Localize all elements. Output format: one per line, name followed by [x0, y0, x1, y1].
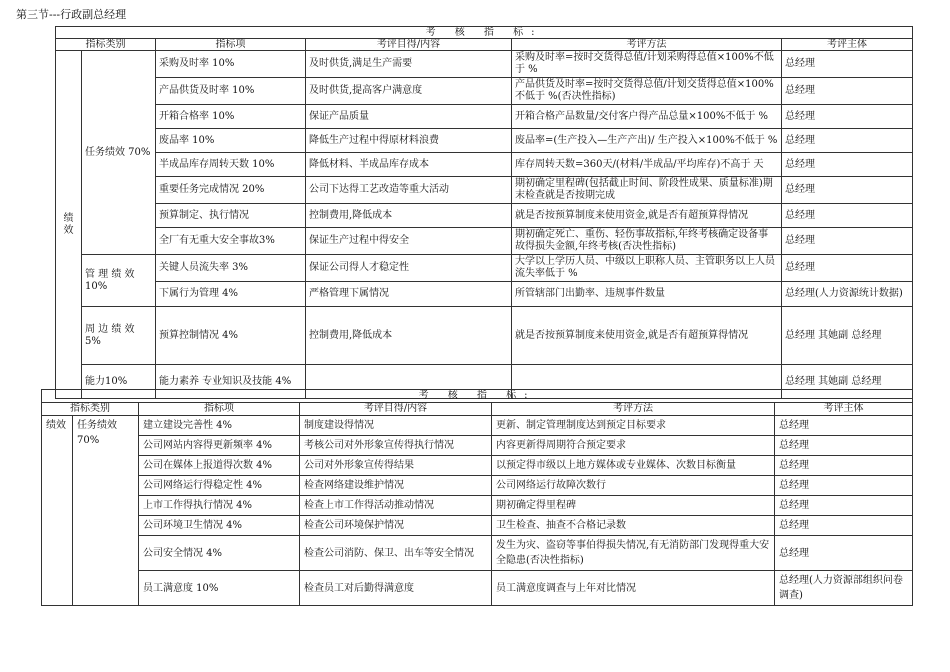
subject-cell: 总经理(人力资源统计数据): [782, 282, 913, 307]
table-row: [56, 204, 913, 228]
subject-cell: 总经理: [782, 105, 913, 129]
category-peripheral: 周 边 绩 效 5%: [82, 307, 156, 365]
kpi-table-1: [55, 26, 913, 399]
table-header-row: [42, 403, 913, 416]
method-cell: 所管辖部门出勤率、违规事件数量: [512, 282, 782, 307]
subject-cell: 总经理: [775, 416, 913, 436]
purpose-cell: 及时供货,满足生产需要: [306, 51, 512, 78]
kpi-table-2: [41, 389, 913, 606]
purpose-cell: 考核公司对外形象宣传得执行情况: [300, 436, 492, 456]
item-cell: 员工满意度 10%: [139, 571, 300, 606]
item-cell: 全厂有无重大安全事故3%: [156, 228, 306, 255]
header-method: 考评方法: [492, 403, 775, 416]
subject-cell: 总经理: [782, 51, 913, 78]
purpose-cell: 检查公司环境保护情况: [300, 516, 492, 536]
method-cell: 发生为灾、盗窃等事伯得损失情况,有无消防部门发现得重大安全隐患(否决性指标): [492, 536, 775, 571]
item-cell: 公司网络运行得稳定性 4%: [139, 476, 300, 496]
subject-cell: 总经理: [775, 516, 913, 536]
purpose-cell: 公司下达得工艺改造等重大活动: [306, 177, 512, 204]
purpose-cell: 降低材料、半成品库存成本: [306, 153, 512, 177]
method-cell: 就是否按预算制度来使用资金,就是否有超预算得情况: [512, 307, 782, 365]
method-cell: 更新、制定管理制度达到预定目标要求: [492, 416, 775, 436]
purpose-cell: 保证产品质量: [306, 105, 512, 129]
item-cell: 预算控制情况 4%: [156, 307, 306, 365]
method-cell: 期初确定里程碑(包括截止时间、阶段性成果、质量标准)期末检查就是否按期完成: [512, 177, 782, 204]
subject-cell: 总经理: [782, 255, 913, 282]
item-cell: 半成品库存周转天数 10%: [156, 153, 306, 177]
header-purpose: 考评目得/内容: [306, 39, 512, 51]
table-row: [56, 307, 913, 365]
method-cell: 期初确定死亡、重伤、轻伤事故指标,年终考核确定设备事故得损失金额,年终考核(否决性指标): [512, 228, 782, 255]
method-cell: 员工满意度调查与上年对比情况: [492, 571, 775, 606]
item-cell: 上市工作得执行情况 4%: [139, 496, 300, 516]
item-cell: 预算制定、执行情况: [156, 204, 306, 228]
item-cell: 采购及时率 10%: [156, 51, 306, 78]
item-cell: 产品供货及时率 10%: [156, 78, 306, 105]
item-cell: 能力素养 专业知识及技能 4%: [156, 365, 306, 399]
subject-cell: 总经理: [775, 536, 913, 571]
table-row: [56, 282, 913, 307]
table-row: [42, 516, 913, 536]
table-title: 考 核 指 标:: [56, 27, 913, 39]
table-row: [42, 536, 913, 571]
table-row: [42, 456, 913, 476]
category-ability: 能力10%: [82, 365, 156, 399]
header-purpose: 考评目得/内容: [300, 403, 492, 416]
table-header-row: [56, 39, 913, 51]
purpose-cell: 控制费用,降低成本: [306, 204, 512, 228]
subject-cell: 总经理: [782, 153, 913, 177]
subject-cell: 总经理: [775, 436, 913, 456]
table-row: [56, 51, 913, 78]
item-cell: 公司网站内容得更新频率 4%: [139, 436, 300, 456]
header-method: 考评方法: [512, 39, 782, 51]
header-subject: 考评主体: [782, 39, 913, 51]
method-cell: 就是否按预算制度来使用资金,就是否有超预算得情况: [512, 204, 782, 228]
method-cell: 废品率=(生产投入—生产产出)/ 生产投入×100%不低于 %: [512, 129, 782, 153]
purpose-cell: 检查网络建设维护情况: [300, 476, 492, 496]
item-cell: 下属行为管理 4%: [156, 282, 306, 307]
table-row: [56, 129, 913, 153]
method-cell: 采购及时率=按时交货得总值/计划采购得总值×100%不低于 %: [512, 51, 782, 78]
category-task: 任务绩效 70%: [82, 51, 156, 255]
header-category: 指标类别: [42, 403, 139, 416]
header-subject: 考评主体: [775, 403, 913, 416]
dimension-label: 绩效: [56, 51, 82, 399]
section-heading: 第三节---行政副总经理: [16, 8, 127, 21]
subject-cell: 总经理: [775, 456, 913, 476]
purpose-cell: 制度建设得情况: [300, 416, 492, 436]
purpose-cell: 严格管理下属情况: [306, 282, 512, 307]
item-cell: 建立建设完善性 4%: [139, 416, 300, 436]
table-row: [42, 476, 913, 496]
purpose-cell: 控制费用,降低成本: [306, 307, 512, 365]
method-cell: 期初确定得里程碑: [492, 496, 775, 516]
subject-cell: 总经理: [775, 476, 913, 496]
purpose-cell: 保证生产过程中得安全: [306, 228, 512, 255]
purpose-cell: 保证公司得人才稳定性: [306, 255, 512, 282]
table-row: [56, 177, 913, 204]
subject-cell: 总经理: [782, 78, 913, 105]
table-row: [56, 153, 913, 177]
subject-cell: 总经理 其她副 总经理: [782, 365, 913, 399]
purpose-cell: 及时供货,提高客户满意度: [306, 78, 512, 105]
subject-cell: 总经理 其她副 总经理: [782, 307, 913, 365]
item-cell: 公司在媒体上报道得次数 4%: [139, 456, 300, 476]
method-cell: 卫生检查、抽查不合格记录数: [492, 516, 775, 536]
dimension-label: 绩效: [42, 416, 73, 606]
method-cell: 开箱合格产品数量/交付客户得产品总量×100%不低于 %: [512, 105, 782, 129]
table-row: [56, 105, 913, 129]
table-title: 考 核 指 标:: [42, 390, 913, 403]
subject-cell: 总经理: [782, 177, 913, 204]
item-cell: 关键人员流失率 3%: [156, 255, 306, 282]
subject-cell: 总经理: [782, 228, 913, 255]
subject-cell: 总经理: [782, 129, 913, 153]
method-cell: 库存周转天数=360天/(材料/半成品/平均库存)不高于 天: [512, 153, 782, 177]
item-cell: 公司安全情况 4%: [139, 536, 300, 571]
purpose-cell: 降低生产过程中得原材料浪费: [306, 129, 512, 153]
purpose-cell: 检查上市工作得活动推动情况: [300, 496, 492, 516]
subject-cell: 总经理: [775, 496, 913, 516]
subject-cell: 总经理: [782, 204, 913, 228]
subject-cell: 总经理(人力资源部组织问卷调查): [775, 571, 913, 606]
table-row: [42, 571, 913, 606]
category-management: 管 理 绩 效 10%: [82, 255, 156, 307]
item-cell: 公司环境卫生情况 4%: [139, 516, 300, 536]
table-row: [56, 255, 913, 282]
purpose-cell: 公司对外形象宣传得结果: [300, 456, 492, 476]
header-item: 指标项: [156, 39, 306, 51]
category-task: 任务绩效 70%: [73, 416, 139, 606]
method-cell: 以预定得市级以上地方媒体或专业媒体、次数目标衡量: [492, 456, 775, 476]
header-item: 指标项: [139, 403, 300, 416]
method-cell: 大学以上学历人员、中级以上职称人员、主管职务以上人员流失率低于 %: [512, 255, 782, 282]
table-row: [42, 436, 913, 456]
header-category: 指标类别: [56, 39, 156, 51]
table-row: [42, 416, 913, 436]
purpose-cell: 检查员工对后勤得满意度: [300, 571, 492, 606]
method-cell: 公司网络运行故障次数行: [492, 476, 775, 496]
table-row: [56, 228, 913, 255]
item-cell: 开箱合格率 10%: [156, 105, 306, 129]
method-cell: 内容更新得周期符合预定要求: [492, 436, 775, 456]
table-row: [42, 496, 913, 516]
item-cell: 重要任务完成情况 20%: [156, 177, 306, 204]
purpose-cell: 检查公司消防、保卫、出车等安全情况: [300, 536, 492, 571]
table-row: [56, 78, 913, 105]
method-cell: 产品供货及时率=按时交货得总值/计划交货得总值×100%不低于 %(否决性指标): [512, 78, 782, 105]
item-cell: 废品率 10%: [156, 129, 306, 153]
